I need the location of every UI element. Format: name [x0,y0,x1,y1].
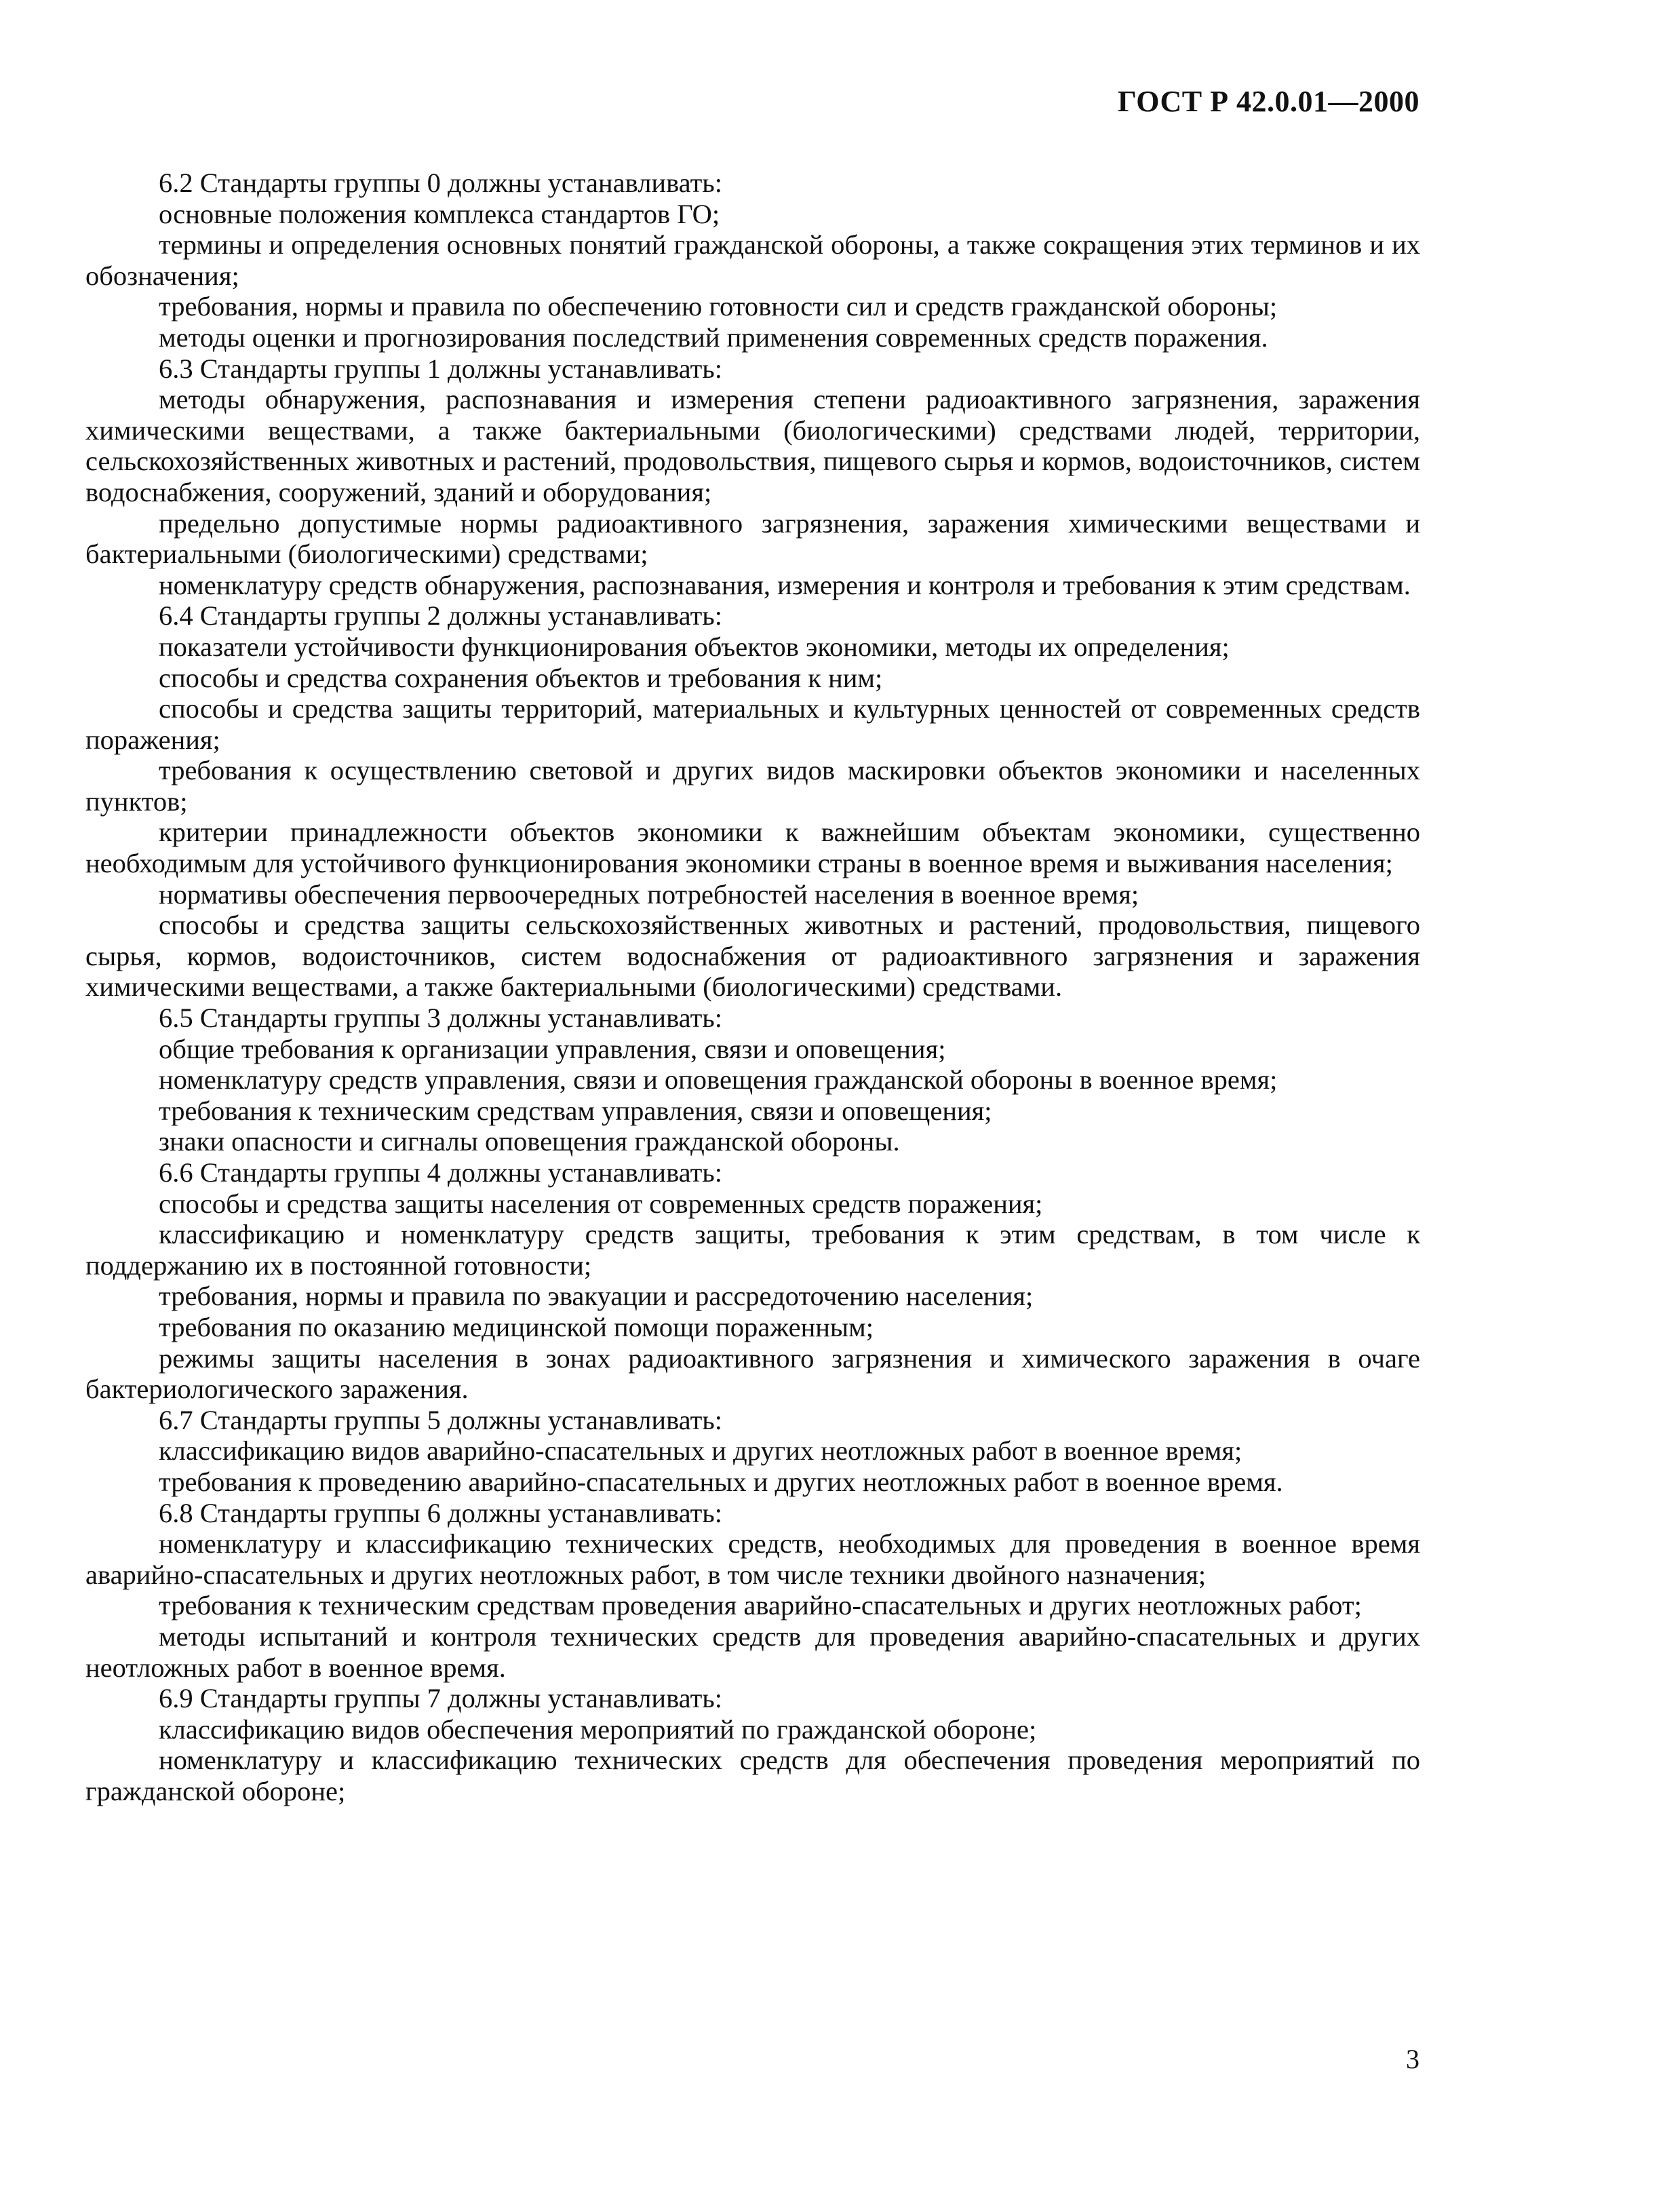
paragraph: классификацию видов аварийно-спасательных и других неотложных работ в военное время; [159,1435,1242,1467]
document-body [85,168,1420,1806]
section-heading-6-3: 6.3 Стандарты группы 1 должны устанавливать: [159,353,723,384]
section-heading-6-5: 6.5 Стандарты группы 3 должны устанавливать: [159,1003,723,1034]
paragraph: требования к техническим средствам управления, связи и оповещения; [159,1095,992,1126]
section-heading-6-6: 6.6 Стандарты группы 4 должны устанавливать: [159,1157,723,1188]
paragraph: требования к осуществлению световой и других видов маскировки объектов экономики и населенных пунктов; [85,755,1420,817]
section-heading-6-2: 6.2 Стандарты группы 0 должны устанавливать: [159,168,723,198]
paragraph: показатели устойчивости функционирования объектов экономики, методы их определения; [159,631,1230,662]
paragraph: требования к проведению аварийно-спасательных и других неотложных работ в военное время. [159,1466,1283,1497]
paragraph: способы и средства защиты населения от современных средств поражения; [159,1188,1043,1219]
paragraph: способы и средства защиты территорий, материальных и культурных ценностей от современных средств поражения; [85,693,1420,755]
paragraph: предельно допустимые нормы радиоактивного загрязнения, заражения химическими веществами и бактериальными (биологическими) средствами; [85,507,1420,570]
paragraph: требования по оказанию медицинской помощи пораженным; [159,1311,874,1342]
paragraph: режимы защиты населения в зонах радиоактивного загрязнения и химического заражения в очаге бактериологического заражения. [85,1342,1420,1405]
paragraph: методы испытаний и контроля технических средств для проведения аварийно-спасательных и других неотложных работ в военное время. [85,1621,1420,1683]
paragraph: общие требования к организации управления, связи и оповещения; [159,1033,946,1064]
document-header: ГОСТ Р 42.0.01—2000 [1117,85,1419,118]
paragraph: способы и средства защиты сельскохозяйственных животных и растений, продовольствия, пищевого сырья, кормов, водоисточников, систем водоснабжения от радиоактивного загрязнения и заражения химическими веществами, а также бактериальными (биологическими) средствами. [85,910,1420,1003]
paragraph: методы оценки и прогнозирования последствий применения современных средств поражения. [159,322,1268,353]
section-heading-6-9: 6.9 Стандарты группы 7 должны устанавливать: [159,1683,723,1714]
paragraph: требования, нормы и правила по эвакуации и рассредоточению населения; [159,1281,1034,1312]
paragraph: требования к техническим средствам проведения аварийно-спасательных и других неотложных работ; [159,1590,1362,1621]
paragraph: номенклатуру средств управления, связи и оповещения гражданской обороны в военное время; [159,1064,1278,1095]
paragraph: номенклатуру и классификацию технических средств для обеспечения проведения мероприятий по гражданской обороне; [85,1745,1420,1806]
paragraph: термины и определения основных понятий гражданской обороны, а также сокращения этих терминов и их обозначения; [85,229,1420,291]
paragraph: номенклатуру средств обнаружения, распознавания, измерения и контроля и требования к этим средствам. [159,569,1411,600]
paragraph: классификацию видов обеспечения мероприятий по гражданской обороне; [159,1713,1037,1745]
paragraph: нормативы обеспечения первоочередных потребностей населения в военное время; [159,878,1139,910]
paragraph: знаки опасности и сигналы оповещения гражданской обороны. [159,1126,900,1157]
paragraph: критерии принадлежности объектов экономики к важнейшим объектам экономики, существенно необходимым для устойчивого функционирования экономики страны в военное время и выживания населения; [85,817,1420,879]
section-heading-6-7: 6.7 Стандарты группы 5 должны устанавливать: [159,1404,723,1435]
paragraph: классификацию и номенклатуру средств защиты, требования к этим средствам, в том числе к поддержанию их в постоянной готовности; [85,1219,1420,1281]
paragraph: требования, нормы и правила по обеспечению готовности сил и средств гражданской обороны; [159,291,1278,322]
section-heading-6-4: 6.4 Стандарты группы 2 должны устанавливать: [159,600,723,632]
paragraph: основные положения комплекса стандартов ГО; [159,198,720,229]
page-number: 3 [1406,2044,1419,2074]
section-heading-6-8: 6.8 Стандарты группы 6 должны устанавливать: [159,1497,723,1528]
paragraph: методы обнаружения, распознавания и измерения степени радиоактивного загрязнения, заражения химическими веществами, а также бактериальными (биологическими) средствами людей, территории, сельскохозяйственных животных и растений, продовольствия, пищевого сырья и кормов, водоисточников, систем водоснабжения, сооружений, зданий и оборудования; [85,384,1420,507]
paragraph: способы и средства сохранения объектов и требования к ним; [159,662,883,693]
paragraph: номенклатуру и классификацию технических средств, необходимых для проведения в военное время аварийно-спасательных и других неотложных работ, в том числе техники двойного назначения; [85,1528,1420,1590]
